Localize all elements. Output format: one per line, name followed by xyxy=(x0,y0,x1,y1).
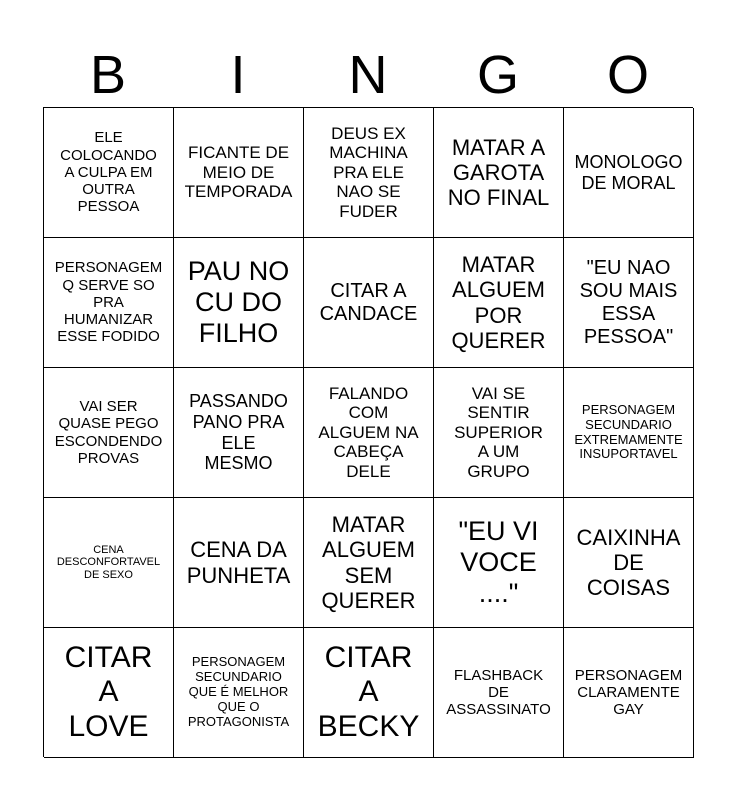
cell-text: "EU NAO SOU MAIS ESSA PESSOA" xyxy=(579,256,678,348)
bingo-cell[interactable] xyxy=(304,368,434,498)
cell-text: CAIXINHA DE COISAS xyxy=(576,524,681,601)
cell-text: CITAR A LOVE xyxy=(64,640,153,743)
bingo-card xyxy=(43,107,693,757)
cell-text: CENA DA PUNHETA xyxy=(186,537,291,588)
bingo-cell[interactable] xyxy=(304,498,434,628)
cell-text: FICANTE DE MEIO DE TEMPORADA xyxy=(184,143,293,202)
cell-text: MATAR ALGUEM POR QUERER xyxy=(451,251,546,353)
bingo-cell[interactable] xyxy=(174,368,304,498)
header-letter-o: O xyxy=(606,45,649,105)
cell-text: PASSANDO PANO PRA ELE MESMO xyxy=(189,391,288,474)
bingo-cell[interactable] xyxy=(174,238,304,368)
bingo-cell[interactable] xyxy=(174,628,304,758)
cell-text: CITAR A BECKY xyxy=(317,640,420,743)
cell-text: PERSONAGEM CLARAMENTE GAY xyxy=(574,666,683,719)
bingo-cell[interactable] xyxy=(434,498,564,628)
bingo-cell[interactable] xyxy=(304,108,434,238)
bingo-cell[interactable] xyxy=(174,498,304,628)
bingo-cell[interactable] xyxy=(44,108,174,238)
cell-text: PERSONAGEM SECUNDARIO QUE É MELHOR QUE O PROTAGONISTA xyxy=(187,654,290,729)
bingo-cell[interactable] xyxy=(434,238,564,368)
cell-text: PERSONAGEM Q SERVE SO PRA HUMANIZAR ESSE FODIDO xyxy=(54,259,163,346)
bingo-cell[interactable] xyxy=(44,628,174,758)
bingo-cell[interactable] xyxy=(564,238,694,368)
cell-text: FLASHBACK DE ASSASSINATO xyxy=(446,666,551,719)
bingo-header xyxy=(43,42,693,108)
bingo-cell[interactable] xyxy=(564,108,694,238)
bingo-cell[interactable] xyxy=(304,238,434,368)
bingo-cell[interactable] xyxy=(434,368,564,498)
cell-text: VAI SER QUASE PEGO ESCONDENDO PROVAS xyxy=(54,398,163,467)
cell-text: MATAR A GAROTA NO FINAL xyxy=(447,134,550,211)
bingo-cell[interactable] xyxy=(434,108,564,238)
bingo-cell[interactable] xyxy=(44,238,174,368)
header-letter-g: G xyxy=(476,45,519,105)
bingo-cell[interactable] xyxy=(174,108,304,238)
bingo-cell[interactable] xyxy=(44,368,174,498)
header-letter-b: B xyxy=(89,45,127,105)
cell-text: PAU NO CU DO FILHO xyxy=(187,255,290,349)
header-letter-i: I xyxy=(230,45,246,105)
bingo-cell[interactable] xyxy=(44,498,174,628)
cell-text: FALANDO COM ALGUEM NA CABEÇA DELE xyxy=(318,383,419,481)
bingo-cell[interactable] xyxy=(434,628,564,758)
cell-text: CITAR A CANDACE xyxy=(319,279,418,325)
bingo-cell[interactable] xyxy=(564,498,694,628)
cell-text: PERSONAGEM SECUNDARIO EXTREMAMENTE INSUPORTAVEL xyxy=(574,401,683,462)
bingo-cell[interactable] xyxy=(564,368,694,498)
cell-text: MONOLOGO DE MORAL xyxy=(574,151,683,193)
cell-text: VAI SE SENTIR SUPERIOR A UM GRUPO xyxy=(454,383,543,481)
cell-text: ELE COLOCANDO A CULPA EM OUTRA PESSOA xyxy=(60,129,157,216)
cell-text: "EU VI VOCE ...." xyxy=(458,515,539,609)
cell-text: MATAR ALGUEM SEM QUERER xyxy=(321,511,416,613)
cell-text: DEUS EX MACHINA PRA ELE NAO SE FUDER xyxy=(329,123,408,221)
bingo-cell[interactable] xyxy=(304,628,434,758)
bingo-cell[interactable] xyxy=(564,628,694,758)
header-letter-n: N xyxy=(348,45,388,105)
cell-text: CENA DESCONFORTAVEL DE SEXO xyxy=(56,543,161,581)
